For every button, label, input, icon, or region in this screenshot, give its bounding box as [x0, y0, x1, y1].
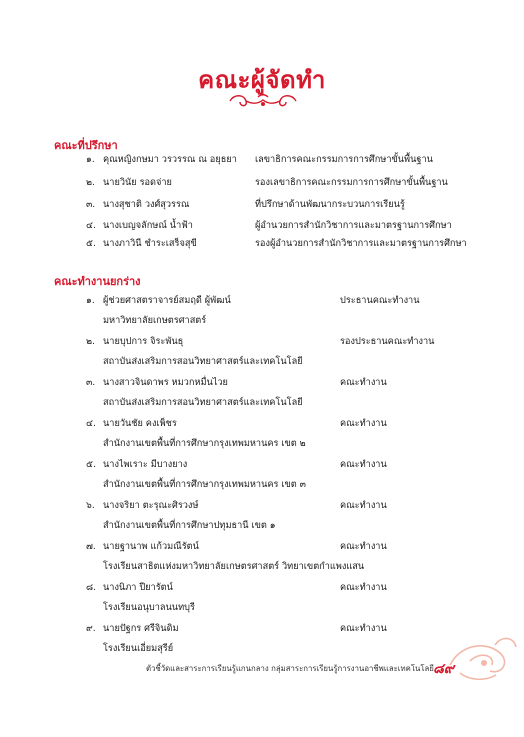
- advisor-name: นางภาวินี ชำระเสร็จสุขี: [103, 238, 197, 249]
- item-number: ๘.: [86, 582, 97, 593]
- item-number: ๑.: [86, 154, 95, 165]
- member-role: คณะทำงาน: [340, 582, 387, 593]
- member-name: นายวันชัย คงเพ็ชร: [103, 418, 177, 429]
- item-number: ๓.: [86, 199, 96, 210]
- advisor-position: เลขาธิการคณะกรรมการการศึกษาขั้นพื้นฐาน: [255, 154, 433, 165]
- member-role: คณะทำงาน: [340, 500, 387, 511]
- section-heading-working: คณะทำงานยกร่าง: [54, 275, 141, 288]
- ornament-divider-icon: [228, 92, 298, 110]
- item-number: ๒.: [86, 177, 95, 188]
- advisor-position: ที่ปรึกษาด้านพัฒนากระบวนการเรียนรู้: [255, 199, 405, 210]
- member-name: นางนิภา ปียารัตน์: [103, 582, 173, 593]
- member-org: สำนักงานเขตพื้นที่การศึกษากรุงเทพมหานคร เขต ๒: [103, 438, 306, 449]
- item-number: ๕.: [86, 459, 96, 470]
- member-name: นายปัฐกร ศรีจินดิม: [103, 623, 179, 634]
- page-title: คณะผู้จัดทำ: [198, 66, 326, 94]
- section-heading-advisors: คณะที่ปรึกษา: [54, 139, 118, 152]
- member-role: คณะทำงาน: [340, 377, 387, 388]
- member-name: นายฐานาพ แก้วมณีรัตน์: [103, 541, 199, 552]
- member-name: นายบุปการ จิระพันธุ: [103, 336, 184, 347]
- item-number: ๔.: [86, 220, 96, 231]
- item-number: ๖.: [86, 500, 95, 511]
- item-number: ๗.: [86, 541, 96, 552]
- item-number: ๔.: [86, 418, 96, 429]
- advisor-position: รองเลขาธิการคณะกรรมการการศึกษาขั้นพื้นฐาน: [255, 177, 448, 188]
- advisor-name: นายวินัย รอดจ่าย: [103, 177, 172, 188]
- member-org: สถาบันส่งเสริมการสอนวิทยาศาสตร์และเทคโนโลยี: [103, 356, 303, 367]
- item-number: ๕.: [86, 238, 96, 249]
- advisor-name: นางสุชาติ วงศ์สุวรรณ: [103, 199, 190, 210]
- item-number: ๓.: [86, 377, 96, 388]
- member-org: โรงเรียนอนุบาลนนทบุรี: [103, 602, 195, 613]
- member-name: นางสาวจินดาพร หมวกหมื่นไวย: [103, 377, 228, 388]
- member-name: นางไพเราะ มีบางยาง: [103, 459, 188, 470]
- advisor-name: นางเบญจลักษณ์ น้ำฟ้า: [103, 220, 193, 231]
- member-org: สำนักงานเขตพื้นที่การศึกษากรุงเทพมหานคร เขต ๓: [103, 479, 306, 490]
- member-org: โรงเรียนสาธิตแห่งมหาวิทยาลัยเกษตรศาสตร์ วิทยาเขตกำแพงแสน: [103, 561, 365, 572]
- item-number: ๙.: [86, 623, 96, 634]
- member-role: คณะทำงาน: [340, 459, 387, 470]
- member-role: ประธานคณะทำงาน: [340, 295, 420, 306]
- member-role: คณะทำงาน: [340, 418, 387, 429]
- item-number: ๑.: [86, 295, 95, 306]
- member-org: มหาวิทยาลัยเกษตรศาสตร์: [103, 315, 207, 326]
- member-org: สำนักงานเขตพื้นที่การศึกษาปทุมธานี เขต ๑: [103, 520, 276, 531]
- footer-text: ตัวชี้วัดและสาระการเรียนรู้แกนกลาง กลุ่มสาระการเรียนรู้การงานอาชีพและเทคโนโลยี: [146, 664, 434, 673]
- member-role: คณะทำงาน: [340, 623, 387, 634]
- member-name: ผู้ช่วยศาสตราจารย์สมฤดี ผู้พัฒน์: [103, 295, 231, 306]
- member-role: รองประธานคณะทำงาน: [340, 336, 435, 347]
- member-name: นางจริยา ตะรุณะศิรวงษ์: [103, 500, 199, 511]
- advisor-name: คุณหญิงกษมา วรวรรณ ณ อยุธยา: [103, 154, 237, 165]
- member-org: โรงเรียนเอี่ยมสุรีย์: [103, 643, 174, 654]
- advisor-position: ผู้อำนวยการสำนักวิชาการและมาตรฐานการศึกษา: [255, 220, 452, 231]
- member-role: คณะทำงาน: [340, 541, 387, 552]
- member-org: สถาบันส่งเสริมการสอนวิทยาศาสตร์และเทคโนโลยี: [103, 397, 303, 408]
- advisor-position: รองผู้อำนวยการสำนักวิชาการและมาตรฐานการศึกษา: [255, 238, 467, 249]
- page-number: ๘๙: [433, 661, 455, 677]
- item-number: ๒.: [86, 336, 95, 347]
